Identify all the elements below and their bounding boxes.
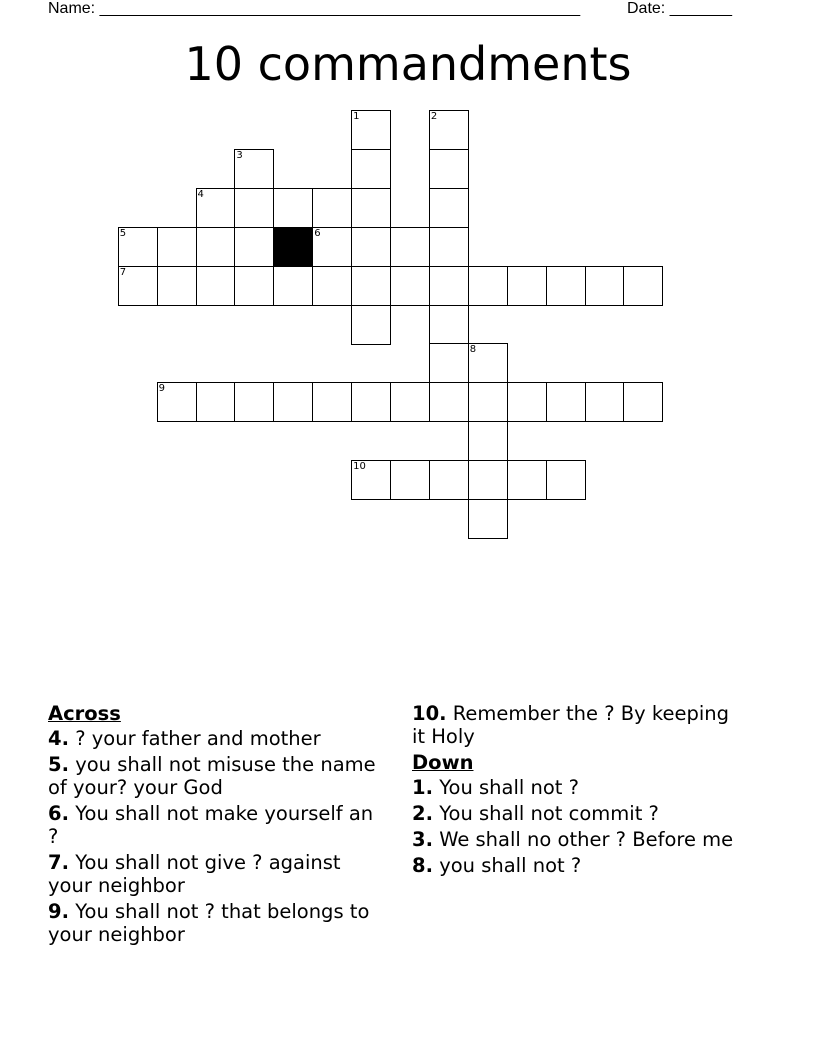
grid-cell[interactable] xyxy=(234,382,274,422)
down-clue xyxy=(412,776,742,799)
down-clue xyxy=(412,802,742,825)
grid-cell[interactable] xyxy=(312,227,352,267)
grid-cell[interactable] xyxy=(429,305,469,345)
clue-number: 9. xyxy=(48,900,69,923)
clue-number: 3. xyxy=(412,828,433,851)
grid-cell[interactable] xyxy=(351,110,391,150)
grid-cell[interactable] xyxy=(118,227,158,267)
grid-cell[interactable] xyxy=(273,382,313,422)
grid-cell[interactable] xyxy=(468,421,508,461)
clue-number-label: 2 xyxy=(430,111,438,122)
clue-number: 6. xyxy=(48,802,69,825)
clue-number: 5. xyxy=(48,753,69,776)
date-field-label[interactable]: Date: _______ xyxy=(627,0,732,17)
grid-cell[interactable] xyxy=(390,382,430,422)
grid-cell[interactable] xyxy=(390,266,430,306)
grid-cell[interactable] xyxy=(273,188,313,228)
clue-number: 1. xyxy=(412,776,433,799)
grid-cell[interactable] xyxy=(157,227,197,267)
grid-cell[interactable] xyxy=(196,188,236,228)
grid-cell[interactable] xyxy=(429,110,469,150)
grid-cell[interactable] xyxy=(234,188,274,228)
grid-cell[interactable] xyxy=(546,460,586,500)
grid-cell[interactable] xyxy=(429,460,469,500)
grid-cell[interactable] xyxy=(546,266,586,306)
grid-cell[interactable] xyxy=(623,266,663,306)
grid-cell[interactable] xyxy=(429,188,469,228)
across-clue xyxy=(412,702,742,748)
grid-cell[interactable] xyxy=(351,266,391,306)
grid-cell[interactable] xyxy=(312,382,352,422)
clue-number: 10. xyxy=(412,702,447,725)
name-field-label[interactable]: Name: ______________________________________________________ xyxy=(48,0,581,17)
grid-cell[interactable] xyxy=(585,382,625,422)
clue-number: 4. xyxy=(48,727,69,750)
grid-cell[interactable] xyxy=(351,149,391,189)
grid-cell[interactable] xyxy=(234,266,274,306)
clues-left-column xyxy=(48,702,378,949)
clue-number-label: 10 xyxy=(353,461,366,473)
across-clue xyxy=(48,851,378,897)
clue-number-label: 4 xyxy=(197,188,204,200)
grid-cell[interactable] xyxy=(351,305,391,345)
grid-cell[interactable] xyxy=(234,227,274,267)
grid-cell[interactable] xyxy=(196,227,236,267)
grid-cell[interactable] xyxy=(468,460,508,500)
grid-cell[interactable] xyxy=(273,266,313,306)
black-square xyxy=(273,227,313,267)
grid-cell[interactable] xyxy=(157,382,197,422)
clue-text: You shall not make yourself an ? xyxy=(48,802,374,848)
grid-cell[interactable] xyxy=(351,188,391,228)
grid-cell[interactable] xyxy=(429,227,469,267)
down-heading: Down xyxy=(412,751,474,774)
grid-cell[interactable] xyxy=(585,266,625,306)
clue-text: ? your father and mother xyxy=(75,727,321,750)
clue-text: We shall no other ? Before me xyxy=(439,828,734,851)
clue-text: You shall not ? xyxy=(439,776,579,799)
grid-cell[interactable] xyxy=(351,227,391,267)
grid-cell[interactable] xyxy=(429,149,469,189)
grid-cell[interactable] xyxy=(312,188,352,228)
clues-right-column xyxy=(412,702,742,880)
clue-number-label: 7 xyxy=(119,266,127,278)
clue-text: you shall not misuse the name of your? your God xyxy=(48,753,376,799)
clue-number-label: 1 xyxy=(353,111,360,122)
down-clue xyxy=(412,854,742,877)
clue-text: You shall not commit ? xyxy=(439,802,659,825)
grid-cell[interactable] xyxy=(507,460,547,500)
grid-cell[interactable] xyxy=(468,382,508,422)
across-clue xyxy=(48,753,378,799)
across-heading: Across xyxy=(48,702,121,725)
clue-text: You shall not give ? against your neighbor xyxy=(48,851,341,897)
clue-text: Remember the ? By keeping it Holy xyxy=(412,702,729,748)
clue-number-label: 3 xyxy=(236,149,243,161)
grid-cell[interactable] xyxy=(507,382,547,422)
clue-number-label: 9 xyxy=(158,383,165,395)
grid-cell[interactable] xyxy=(196,266,236,306)
grid-cell[interactable] xyxy=(196,382,236,422)
grid-cell[interactable] xyxy=(507,266,547,306)
across-clue xyxy=(48,727,378,750)
grid-cell[interactable] xyxy=(429,382,469,422)
grid-cell[interactable] xyxy=(468,499,508,539)
across-clue xyxy=(48,900,378,946)
down-clue xyxy=(412,828,742,851)
grid-cell[interactable] xyxy=(468,266,508,306)
grid-cell[interactable] xyxy=(390,460,430,500)
grid-cell[interactable] xyxy=(390,227,430,267)
grid-cell[interactable] xyxy=(312,266,352,306)
grid-cell[interactable] xyxy=(546,382,586,422)
clue-text: you shall not ? xyxy=(439,854,582,877)
grid-cell[interactable] xyxy=(118,266,158,306)
grid-cell[interactable] xyxy=(351,460,391,500)
across-clue xyxy=(48,802,378,848)
clue-number-label: 5 xyxy=(119,227,127,239)
clue-number: 2. xyxy=(412,802,433,825)
grid-cell[interactable] xyxy=(351,382,391,422)
clue-number-label: 8 xyxy=(469,344,477,356)
grid-cell[interactable] xyxy=(623,382,663,422)
grid-cell[interactable] xyxy=(429,343,469,383)
clue-number-label: 6 xyxy=(314,227,321,239)
grid-cell[interactable] xyxy=(234,149,274,189)
grid-cell[interactable] xyxy=(157,266,197,306)
grid-cell[interactable] xyxy=(468,343,508,383)
clue-number: 7. xyxy=(48,851,69,874)
grid-cell[interactable] xyxy=(429,266,469,306)
clue-number: 8. xyxy=(412,854,433,877)
clue-text: You shall not ? that belongs to your neighbor xyxy=(48,900,370,946)
puzzle-title: 10 commandments xyxy=(184,37,632,91)
